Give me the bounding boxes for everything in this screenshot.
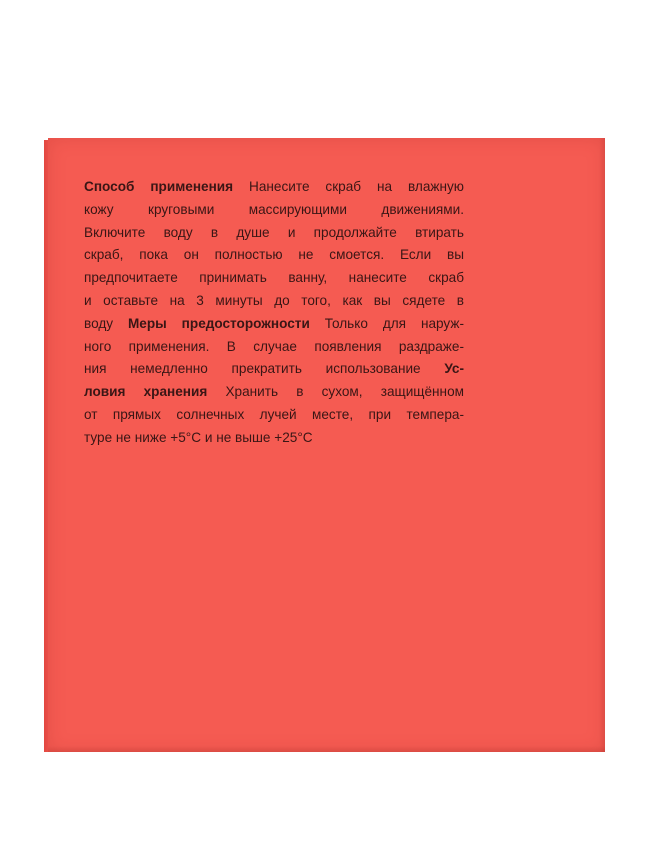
text-fragment: ния немедленно прекратить использование bbox=[84, 361, 445, 377]
text-line-8: ного применения. В случае появления раздраже- bbox=[84, 338, 464, 354]
text-line-9 bbox=[84, 358, 464, 381]
text-line-1 bbox=[84, 176, 464, 199]
text-line-6: и оставьте на 3 минуты до того, как вы сядете в bbox=[84, 292, 464, 308]
text-line-4: скраб, пока он полностью не смоется. Если вы bbox=[84, 247, 464, 263]
text-line-10 bbox=[84, 381, 464, 404]
text-line-5: предпочитаете принимать ванну, нанесите скраб bbox=[84, 270, 464, 286]
heading-storage-end: ловия хранения bbox=[84, 384, 208, 400]
text-line-7 bbox=[84, 313, 464, 336]
text-fragment: Нанесите скраб на влажную bbox=[233, 179, 464, 194]
usage-instructions-text bbox=[84, 176, 464, 450]
heading-usage: Способ применения bbox=[84, 179, 234, 194]
heading-storage-start: Ус- bbox=[444, 361, 464, 377]
text-line-2: кожу круговыми массирующими движениями. bbox=[84, 201, 464, 217]
text-fragment: Хранить в сухом, защищённом bbox=[207, 384, 464, 400]
text-line-12: туре не ниже +5°C и не выше +25°C bbox=[84, 429, 313, 445]
heading-precautions: Меры предосторожности bbox=[127, 315, 310, 331]
box-right-edge-shade bbox=[599, 138, 605, 752]
text-line-11: от прямых солнечных лучей месте, при темпера- bbox=[84, 406, 464, 422]
package-box-front bbox=[48, 138, 605, 752]
text-fragment: Только для наруж- bbox=[309, 315, 464, 331]
text-fragment: воду bbox=[84, 315, 128, 331]
box-bottom-edge-shade bbox=[48, 746, 605, 752]
text-line-3: Включите воду в душе и продолжайте втирать bbox=[84, 224, 464, 240]
